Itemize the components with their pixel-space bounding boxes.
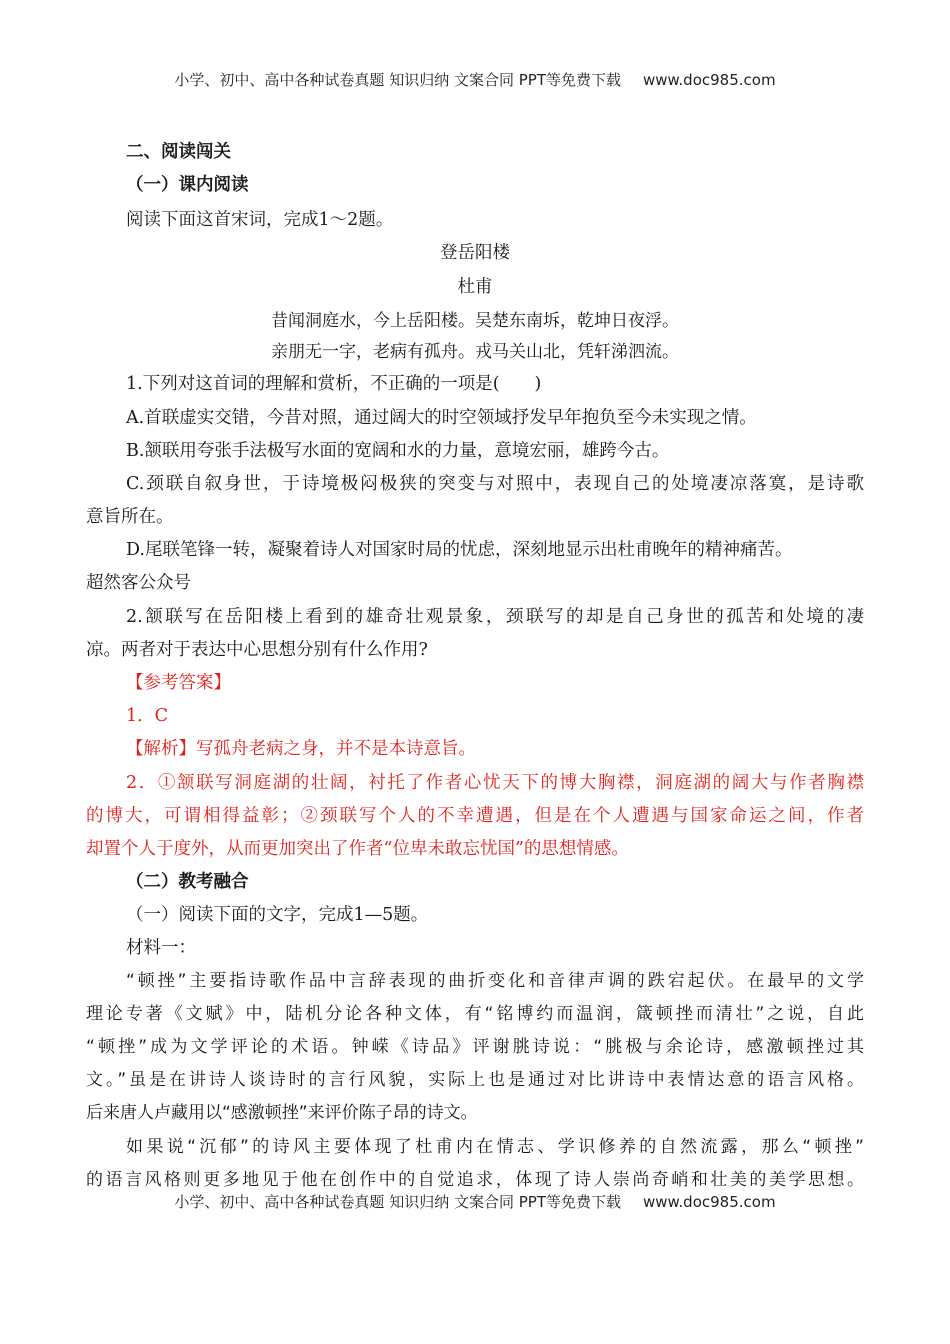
material-1-p1-line-5: 后来唐人卢藏用以“感激顿挫”来评价陈子昂的诗文。	[86, 1103, 478, 1123]
page-header	[0, 69, 950, 90]
answer-2-line-2: 的博大，可谓相得益彰；②颈联写个人的不幸遭遇，但是在个人遭遇与国家命运之间，作者	[86, 806, 864, 826]
answer-title: 【参考答案】	[126, 673, 231, 693]
material-1-p1-line-1: “顿挫”主要指诗歌作品中言辞表现的曲折变化和音律声调的跌宕起伏。在最早的文学	[126, 971, 864, 991]
answer-2-line-1: 2．①颔联写洞庭湖的壮阔，衬托了作者心忧天下的博大胸襟，洞庭湖的阔大与作者胸襟	[126, 773, 864, 793]
material-1-p1-line-2: 理论专著《文赋》中，陆机分论各种文体，有“铭博约而温润，箴顿挫而清壮”之说，自此	[86, 1004, 864, 1024]
answer-1: 1．C	[126, 706, 169, 726]
reading-intro: 阅读下面这首宋词，完成1～2题。	[126, 210, 394, 230]
footer-text: 小学、初中、高中各种试卷真题 知识归纳 文案合同 PPT等免费下载	[174, 1193, 621, 1211]
material-1-p1-line-3: “顿挫”成为文学评论的术语。钟嵘《诗品》评谢朓诗说：“朓极与余论诗，感激顿挫过其	[86, 1037, 864, 1057]
section-title: 二、阅读闯关	[126, 142, 231, 162]
question-1-option-d-line-1: D.尾联笔锋一转，凝聚着诗人对国家时局的忧虑，深刻地显示出杜甫晚年的精神痛苦。	[126, 540, 793, 560]
question-1-option-c-line-1: C.颈联自叙身世，于诗境极闷极狭的突变与对照中，表现自己的处境凄凉落寞，是诗歌	[126, 474, 864, 494]
question-1-option-d-line-2: 超然客公众号	[86, 573, 191, 593]
material-1-p2-line-2: 的语言风格则更多地见于他在创作中的自觉追求，体现了诗人崇尚奇峭和壮美的美学思想。	[86, 1170, 864, 1190]
question-2-line-2: 凉。两者对于表达中心思想分别有什么作用?	[86, 640, 428, 660]
subsection-title-2: （二）教考融合	[126, 872, 249, 892]
page-footer	[0, 1191, 950, 1212]
answer-analysis	[126, 737, 864, 761]
question-2-line-1: 2.颔联写在岳阳楼上看到的雄奇壮观景象，颈联写的却是自己身世的孤苦和处境的凄	[126, 607, 864, 627]
question-1-option-a: A.首联虚实交错，今昔对照，通过阔大的时空领域抒发早年抱负至今未实现之情。	[126, 408, 757, 428]
analysis-tag: 【解析】	[126, 739, 196, 759]
header-site: www.doc985.com	[642, 71, 776, 89]
material-1-p1-line-4: 文。”虽是在讲诗人谈诗时的言行风貌，实际上也是通过对比讲诗中表情达意的语言风格。	[86, 1070, 864, 1090]
poem-author: 杜甫	[457, 277, 493, 297]
subsection-2-intro: （一）阅读下面的文字，完成1—5题。	[126, 905, 429, 925]
answer-2-line-3: 却置个人于度外，从而更加突出了作者“位卑未敢忘忧国”的思想情感。	[86, 839, 629, 859]
question-1-stem: 1.下列对这首词的理解和赏析，不正确的一项是( )	[126, 374, 542, 394]
poem-line-1: 昔闻洞庭水，今上岳阳楼。吴楚东南坼，乾坤日夜浮。	[271, 311, 679, 331]
poem-line-2: 亲朋无一字，老病有孤舟。戎马关山北，凭轩涕泗流。	[271, 342, 679, 362]
material-1-p2-line-1: 如果说“沉郁”的诗风主要体现了杜甫内在情志、学识修养的自然流露，那么“顿挫”	[126, 1137, 864, 1157]
header-text: 小学、初中、高中各种试卷真题 知识归纳 文案合同 PPT等免费下载	[174, 71, 621, 89]
analysis-text: 写孤舟老病之身，并不是本诗意旨。	[196, 739, 476, 759]
subsection-title-1: （一）课内阅读	[126, 175, 249, 195]
question-1-option-c-line-2: 意旨所在。	[86, 507, 174, 527]
question-1-option-b: B.颔联用夸张手法极写水面的宽阔和水的力量，意境宏丽，雄跨今古。	[126, 441, 670, 461]
footer-site: www.doc985.com	[642, 1193, 776, 1211]
material-1-label: 材料一：	[126, 938, 196, 958]
poem-title: 登岳阳楼	[440, 243, 510, 263]
